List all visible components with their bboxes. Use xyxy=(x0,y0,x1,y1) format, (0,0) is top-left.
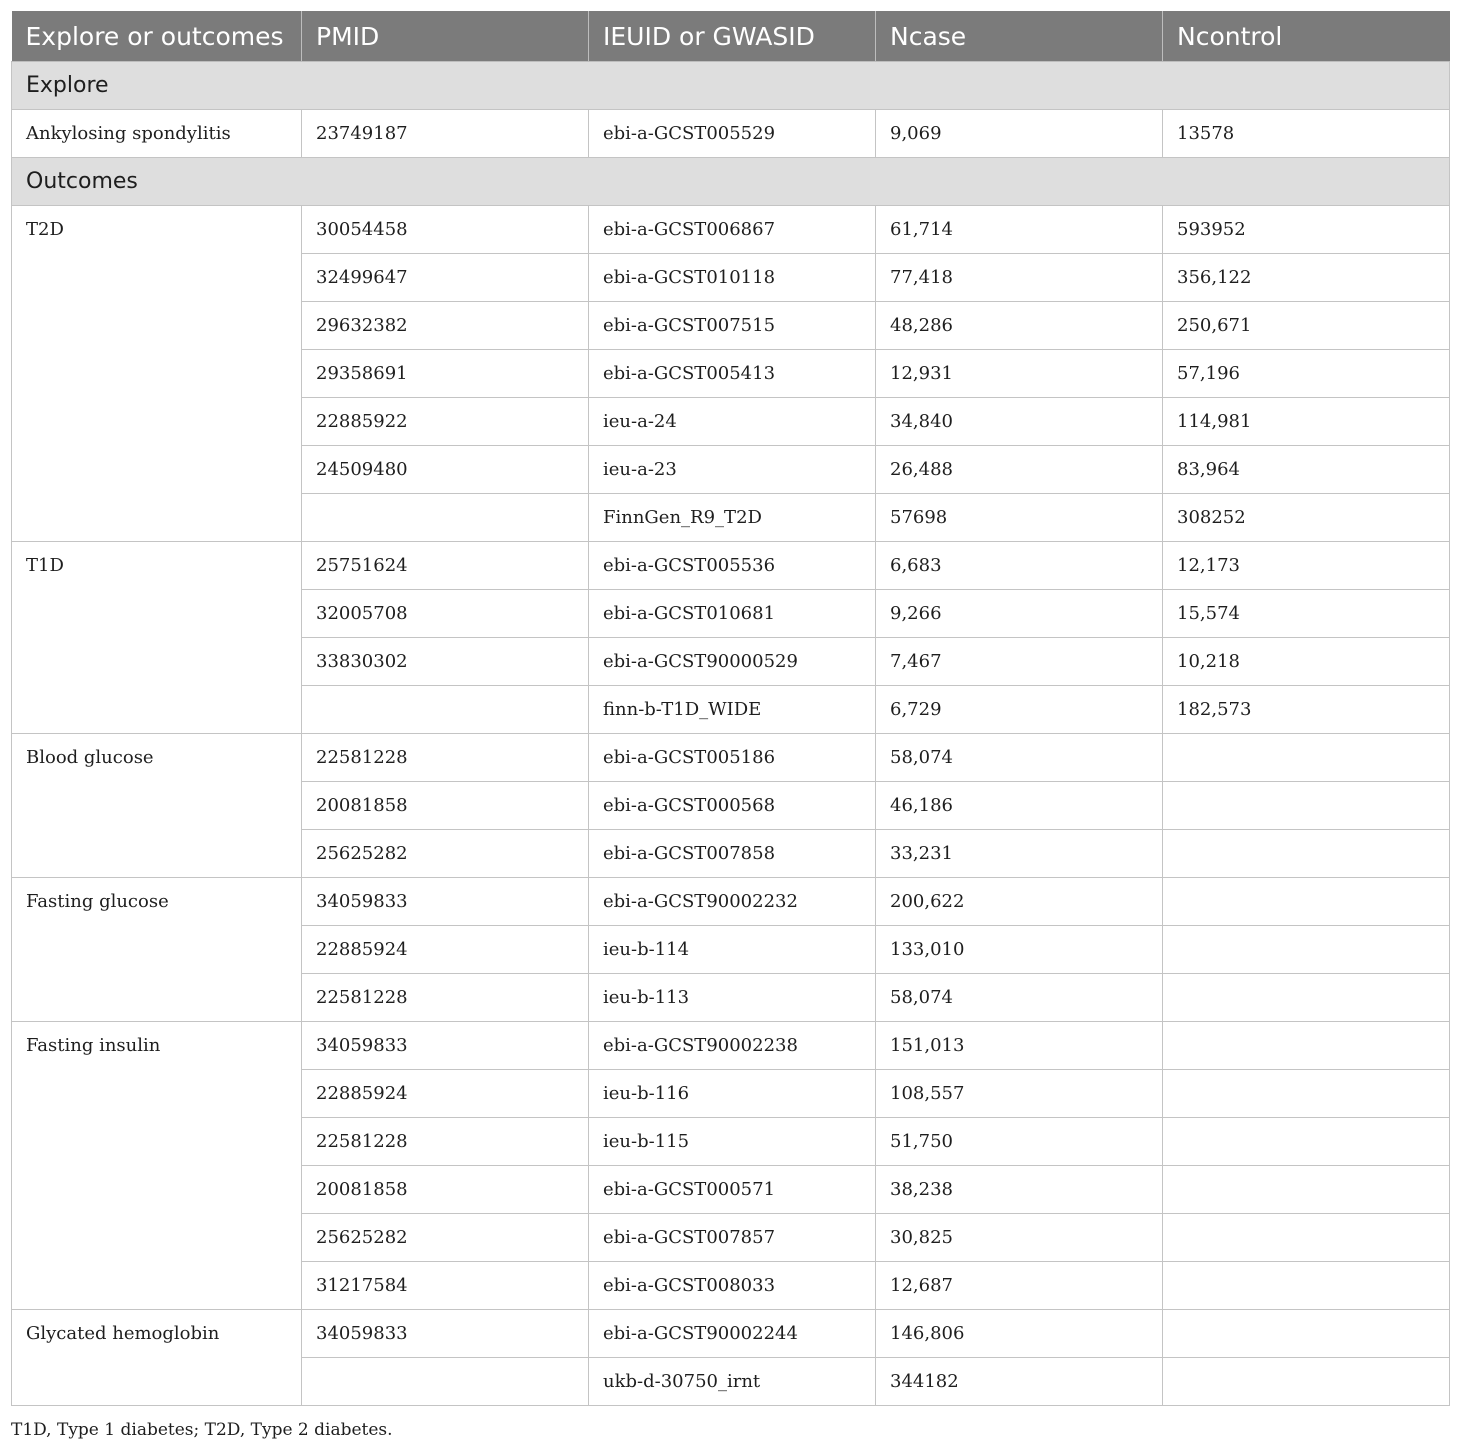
pmid-cell: 25625282 xyxy=(302,830,589,878)
ncase-cell: 26,488 xyxy=(876,446,1163,494)
ncontrol-cell: 12,173 xyxy=(1163,542,1450,590)
gwas-id-cell: ieu-b-114 xyxy=(589,926,876,974)
table-row xyxy=(12,542,1450,590)
ncontrol-cell: 15,574 xyxy=(1163,590,1450,638)
table-row xyxy=(12,206,1450,254)
ncontrol-cell xyxy=(1163,1118,1450,1166)
ncontrol-cell xyxy=(1163,734,1450,782)
ncase-cell: 6,729 xyxy=(876,686,1163,734)
table-row xyxy=(12,110,1450,158)
ncontrol-cell: 182,573 xyxy=(1163,686,1450,734)
ncontrol-cell xyxy=(1163,1166,1450,1214)
gwas-id-cell: ebi-a-GCST010118 xyxy=(589,254,876,302)
trait-cell: Fasting glucose xyxy=(12,878,302,1022)
table-body xyxy=(12,62,1450,1406)
pmid-cell: 32499647 xyxy=(302,254,589,302)
pmid-cell: 22885924 xyxy=(302,926,589,974)
header-row xyxy=(12,11,1450,62)
ncontrol-cell: 114,981 xyxy=(1163,398,1450,446)
ncase-cell: 12,931 xyxy=(876,350,1163,398)
gwas-id-cell: ebi-a-GCST006867 xyxy=(589,206,876,254)
trait-cell: Ankylosing spondylitis xyxy=(12,110,302,158)
pmid-cell: 33830302 xyxy=(302,638,589,686)
pmid-cell: 22581228 xyxy=(302,734,589,782)
trait-cell: Fasting insulin xyxy=(12,1022,302,1310)
gwas-id-cell: ieu-b-116 xyxy=(589,1070,876,1118)
pmid-cell xyxy=(302,1358,589,1406)
ncase-cell: 34,840 xyxy=(876,398,1163,446)
ncontrol-cell: 356,122 xyxy=(1163,254,1450,302)
gwas-id-cell: ebi-a-GCST90002244 xyxy=(589,1310,876,1358)
gwas-id-cell: ukb-d-30750_irnt xyxy=(589,1358,876,1406)
ncontrol-cell: 83,964 xyxy=(1163,446,1450,494)
ncontrol-cell: 593952 xyxy=(1163,206,1450,254)
gwas-id-cell: ebi-a-GCST007858 xyxy=(589,830,876,878)
ncase-cell: 146,806 xyxy=(876,1310,1163,1358)
pmid-cell: 32005708 xyxy=(302,590,589,638)
ncase-cell: 38,238 xyxy=(876,1166,1163,1214)
ncase-cell: 58,074 xyxy=(876,734,1163,782)
table-row xyxy=(12,878,1450,926)
ncontrol-cell xyxy=(1163,1070,1450,1118)
gwas-id-cell: ebi-a-GCST008033 xyxy=(589,1262,876,1310)
ncase-cell: 77,418 xyxy=(876,254,1163,302)
gwas-id-cell: ebi-a-GCST005529 xyxy=(589,110,876,158)
ncontrol-cell: 13578 xyxy=(1163,110,1450,158)
trait-cell: T2D xyxy=(12,206,302,542)
trait-cell: Blood glucose xyxy=(12,734,302,878)
section-row-explore xyxy=(12,62,1450,110)
ncase-cell: 61,714 xyxy=(876,206,1163,254)
gwas-id-cell: ebi-a-GCST90002232 xyxy=(589,878,876,926)
gwas-id-cell: ebi-a-GCST005186 xyxy=(589,734,876,782)
pmid-cell: 25751624 xyxy=(302,542,589,590)
gwas-id-cell: ieu-b-115 xyxy=(589,1118,876,1166)
gwas-id-cell: FinnGen_R9_T2D xyxy=(589,494,876,542)
ncase-cell: 133,010 xyxy=(876,926,1163,974)
gwas-id-cell: finn-b-T1D_WIDE xyxy=(589,686,876,734)
ncase-cell: 30,825 xyxy=(876,1214,1163,1262)
header-ncase: Ncase xyxy=(876,11,1163,62)
gwas-id-cell: ebi-a-GCST007515 xyxy=(589,302,876,350)
gwas-id-cell: ieu-a-24 xyxy=(589,398,876,446)
pmid-cell: 22885922 xyxy=(302,398,589,446)
ncase-cell: 344182 xyxy=(876,1358,1163,1406)
ncontrol-cell xyxy=(1163,878,1450,926)
pmid-cell: 25625282 xyxy=(302,1214,589,1262)
ncase-cell: 6,683 xyxy=(876,542,1163,590)
ncontrol-cell: 10,218 xyxy=(1163,638,1450,686)
pmid-cell: 29358691 xyxy=(302,350,589,398)
ncontrol-cell: 308252 xyxy=(1163,494,1450,542)
ncase-cell: 12,687 xyxy=(876,1262,1163,1310)
ncase-cell: 48,286 xyxy=(876,302,1163,350)
pmid-cell: 22885924 xyxy=(302,1070,589,1118)
section-row-outcomes xyxy=(12,158,1450,206)
gwas-id-cell: ebi-a-GCST005536 xyxy=(589,542,876,590)
ncase-cell: 57698 xyxy=(876,494,1163,542)
ncase-cell: 33,231 xyxy=(876,830,1163,878)
ncontrol-cell: 57,196 xyxy=(1163,350,1450,398)
ncase-cell: 7,467 xyxy=(876,638,1163,686)
gwas-id-cell: ebi-a-GCST90000529 xyxy=(589,638,876,686)
section-label-explore: Explore xyxy=(12,62,1450,110)
header-ncontrol: Ncontrol xyxy=(1163,11,1450,62)
section-label-outcomes: Outcomes xyxy=(12,158,1450,206)
gwas-id-cell: ebi-a-GCST000568 xyxy=(589,782,876,830)
ncontrol-cell xyxy=(1163,1214,1450,1262)
pmid-cell: 20081858 xyxy=(302,1166,589,1214)
pmid-cell xyxy=(302,494,589,542)
pmid-cell: 34059833 xyxy=(302,878,589,926)
ncase-cell: 9,069 xyxy=(876,110,1163,158)
pmid-cell: 29632382 xyxy=(302,302,589,350)
header-ieuid-or-gwasid: IEUID or GWASID xyxy=(589,11,876,62)
header-pmid: PMID xyxy=(302,11,589,62)
pmid-cell: 34059833 xyxy=(302,1310,589,1358)
table-row xyxy=(12,1310,1450,1358)
pmid-cell: 22581228 xyxy=(302,1118,589,1166)
ncontrol-cell: 250,671 xyxy=(1163,302,1450,350)
pmid-cell: 31217584 xyxy=(302,1262,589,1310)
pmid-cell: 23749187 xyxy=(302,110,589,158)
ncase-cell: 151,013 xyxy=(876,1022,1163,1070)
ncontrol-cell xyxy=(1163,1022,1450,1070)
table-footnote: T1D, Type 1 diabetes; T2D, Type 2 diabetes. xyxy=(11,1420,393,1440)
ncase-cell: 58,074 xyxy=(876,974,1163,1022)
ncase-cell: 9,266 xyxy=(876,590,1163,638)
gwas-id-cell: ieu-b-113 xyxy=(589,974,876,1022)
ncontrol-cell xyxy=(1163,782,1450,830)
data-table-container xyxy=(11,11,1449,1406)
table-row xyxy=(12,1022,1450,1070)
pmid-cell: 24509480 xyxy=(302,446,589,494)
ncase-cell: 46,186 xyxy=(876,782,1163,830)
gwas-id-cell: ebi-a-GCST010681 xyxy=(589,590,876,638)
ncontrol-cell xyxy=(1163,1262,1450,1310)
gwas-datasets-table xyxy=(11,11,1450,1406)
ncase-cell: 108,557 xyxy=(876,1070,1163,1118)
pmid-cell: 20081858 xyxy=(302,782,589,830)
ncontrol-cell xyxy=(1163,830,1450,878)
pmid-cell: 30054458 xyxy=(302,206,589,254)
gwas-id-cell: ebi-a-GCST007857 xyxy=(589,1214,876,1262)
header-explore-or-outcomes: Explore or outcomes xyxy=(12,11,302,62)
gwas-id-cell: ieu-a-23 xyxy=(589,446,876,494)
pmid-cell: 22581228 xyxy=(302,974,589,1022)
trait-cell: Glycated hemoglobin xyxy=(12,1310,302,1406)
trait-cell: T1D xyxy=(12,542,302,734)
table-row xyxy=(12,734,1450,782)
ncase-cell: 200,622 xyxy=(876,878,1163,926)
ncontrol-cell xyxy=(1163,926,1450,974)
ncontrol-cell xyxy=(1163,974,1450,1022)
gwas-id-cell: ebi-a-GCST005413 xyxy=(589,350,876,398)
gwas-id-cell: ebi-a-GCST000571 xyxy=(589,1166,876,1214)
ncontrol-cell xyxy=(1163,1310,1450,1358)
ncase-cell: 51,750 xyxy=(876,1118,1163,1166)
ncontrol-cell xyxy=(1163,1358,1450,1406)
pmid-cell: 34059833 xyxy=(302,1022,589,1070)
pmid-cell xyxy=(302,686,589,734)
gwas-id-cell: ebi-a-GCST90002238 xyxy=(589,1022,876,1070)
table-header xyxy=(12,11,1450,62)
